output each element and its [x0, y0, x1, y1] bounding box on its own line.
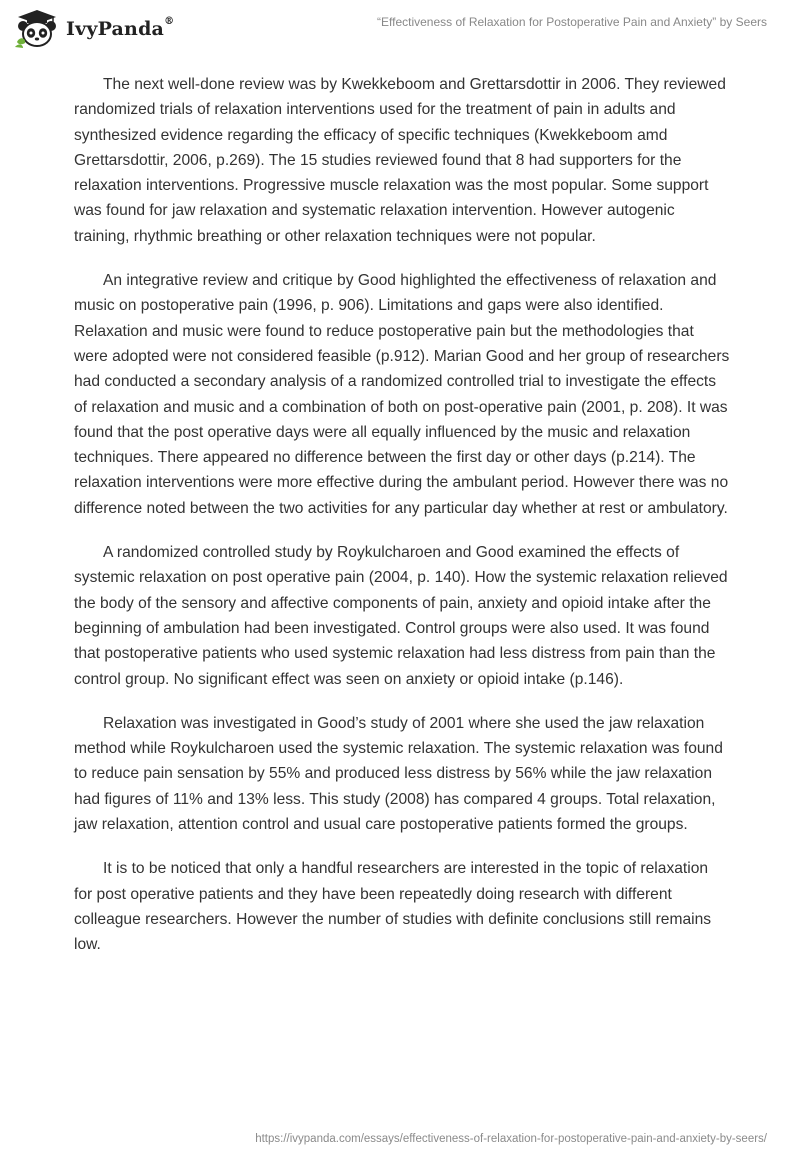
document-title: “Effectiveness of Relaxation for Postoperative Pain and Anxiety” by Seers [377, 15, 767, 29]
essay-body [74, 72, 730, 977]
paragraph-3: A randomized controlled study by Roykulcharoen and Good examined the effects of systemic relaxation on post operative pain (2004, p. 140). How the systemic relaxation relieved the body of the sensory and affective components of pain, anxiety and opioid intake after the beginning of ambulation had been investigated. Control groups were also used. It was found that postoperative patients who used systemic relaxation had less distress from pain than the control group. No significant effect was seen on anxiety or opioid intake (p.146). [74, 544, 728, 688]
registered-mark: ® [164, 16, 175, 27]
source-url-link[interactable]: https://ivypanda.com/essays/effectiveness-of-relaxation-for-postoperative-pain-and-anxiety-by-seers/ [255, 1133, 767, 1145]
paragraph-5: It is to be noticed that only a handful researchers are interested in the topic of relaxation for post operative patients and they have been repeatedly doing research with different colleague researchers. However the number of studies with definite conclusions still remains low. [74, 860, 712, 954]
brand-name [66, 18, 174, 40]
ivypanda-logo[interactable] [14, 9, 174, 49]
page-header [0, 0, 800, 60]
panda-mascot-icon [14, 9, 60, 49]
brand-text: IvyPanda [66, 18, 165, 40]
paragraph-4: Relaxation was investigated in Good’s study of 2001 where she used the jaw relaxation method while Roykulcharoen used the systemic relaxation. The systemic relaxation was found to reduce pain sensation by 55% and produced less distress by 56% while the jaw relaxation had figures of 11% and 13% less. This study (2008) has compared 4 groups. Total relaxation, jaw relaxation, attention control and usual care postoperative patients formed the groups. [74, 714, 723, 834]
paragraph-2: An integrative review and critique by Good highlighted the effectiveness of relaxation and music on postoperative pain (1996, p. 906). Limitations and gaps were also identified. Relaxation and music were found to reduce postoperative pain but the methodologies that were adopted were not considered feasible (p.912). Marian Good and her group of researchers had conducted a secondary analysis of a randomized controlled trial to investigate the effects of relaxation and music and a combination of both on post-operative pain (2001, p. 208). It was found that the post operative days were all equally influenced by the music and relaxation techniques. There appeared no difference between the first day or other days (p.214). The relaxation interventions were more effective during the ambulant period. However there was no difference noted between the two activities for any particular day whether at rest or ambulatory. [74, 272, 730, 517]
paragraph-1: The next well-done review was by Kwekkeboom and Grettarsdottir in 2006. They reviewed randomized trials of relaxation interventions used for the treatment of pain in adults and synthesized evidence regarding the efficacy of specific techniques (Kwekkeboom amd Grettarsdottir, 2006, p.269). The 15 studies reviewed found that 8 had supporters for the relaxation interventions. Progressive muscle relaxation was the most popular. Some support was found for jaw relaxation and systematic relaxation intervention. However autogenic training, rhythmic breathing or other relaxation techniques were not popular. [74, 76, 726, 245]
